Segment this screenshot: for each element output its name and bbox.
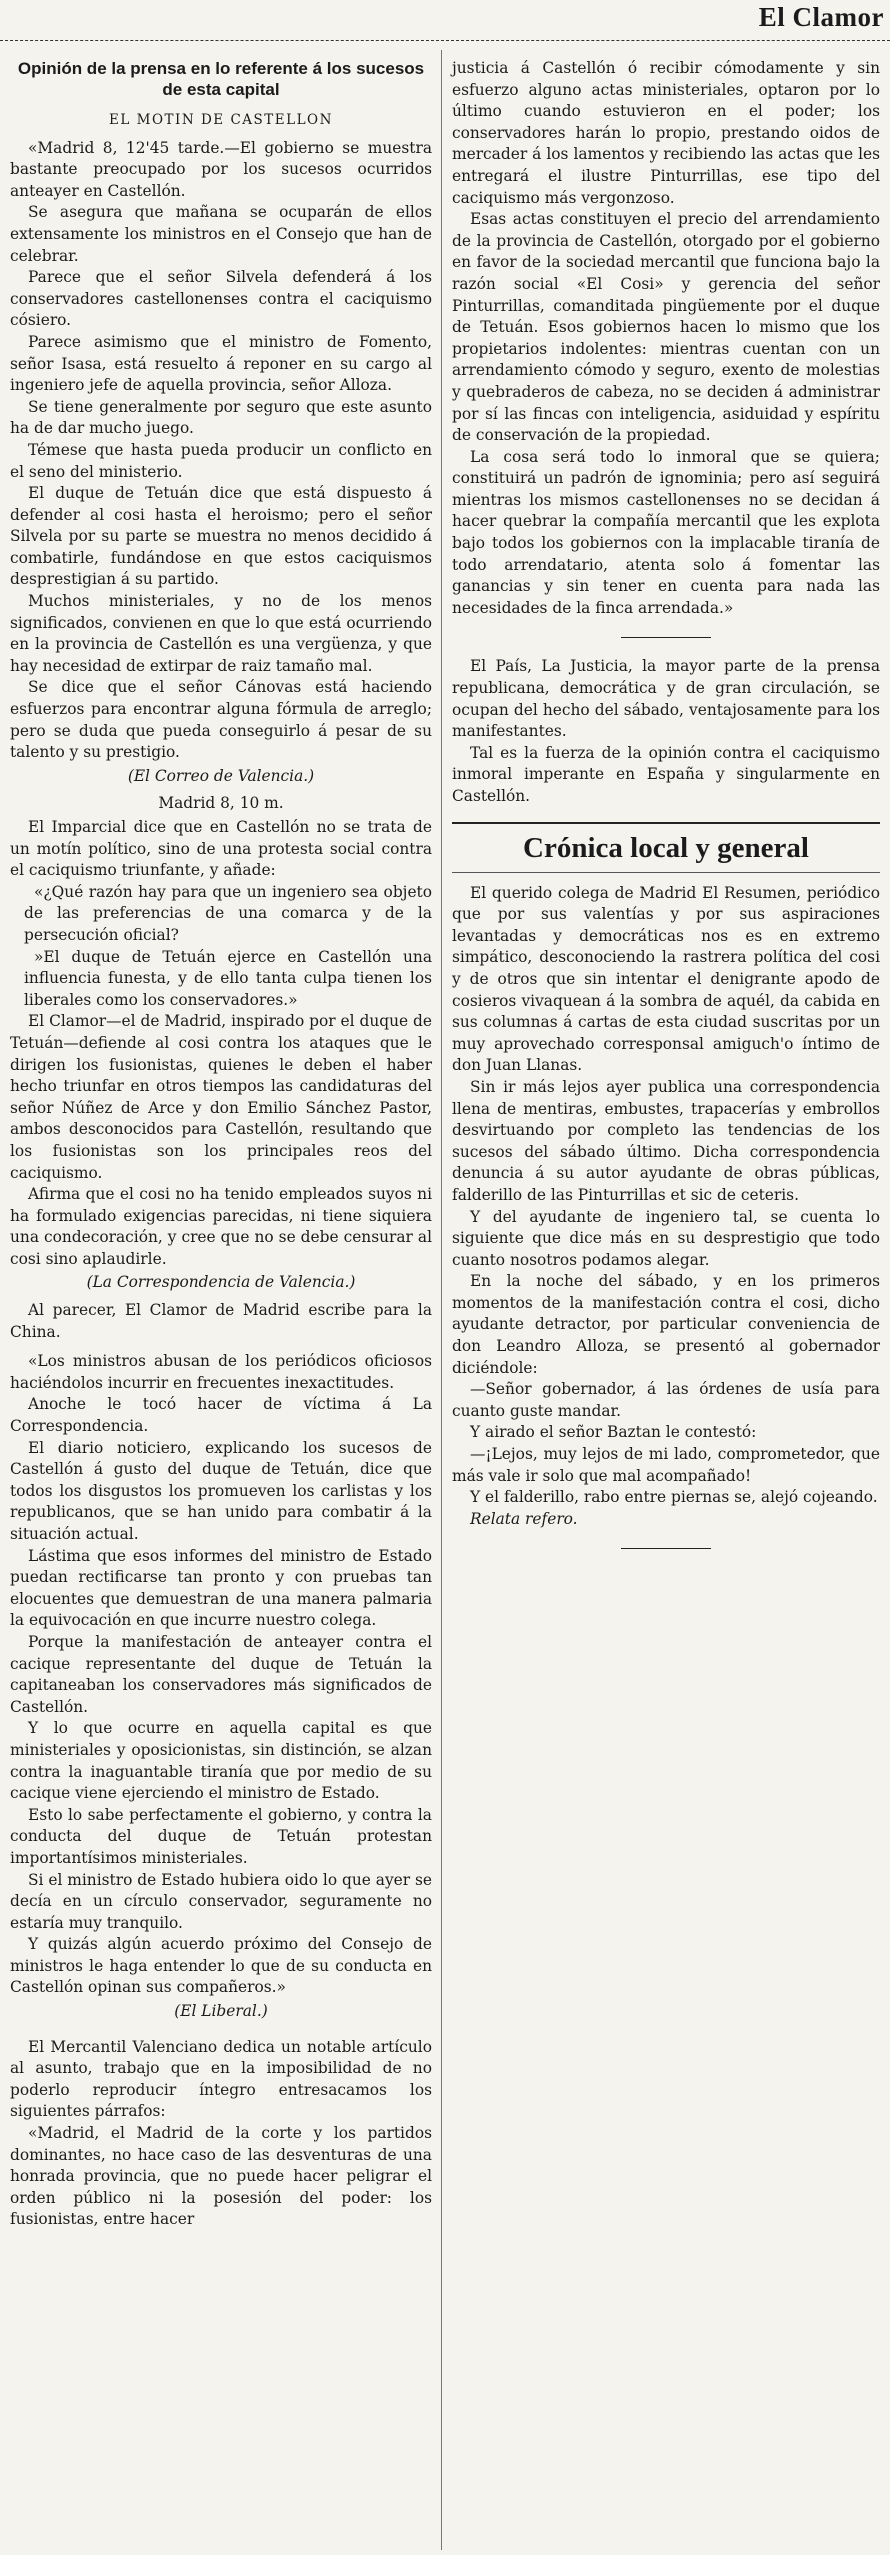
source-credit: (El Correo de Valencia.): [127, 766, 315, 785]
section-rule: [452, 822, 880, 824]
paragraph: «¿Qué razón hay para que un ingeniero sea objeto de las preferencias de una comarca y de la persecución oficial?: [24, 882, 432, 944]
paragraph: Porque la manifestación de anteayer contra el cacique representante del duque de Tetuán la capitaneaban los conservadores más significados de Castellón.: [10, 1632, 432, 1716]
paragraph: »El duque de Tetuán ejerce en Castellón una influencia funesta, y de ello tanta culpa tienen los liberales como los conservadores.»: [24, 947, 432, 1009]
section-rule: [452, 872, 880, 873]
source-credit: (La Correspondencia de Valencia.): [86, 1273, 356, 1292]
paragraph: Lástima que esos informes del ministro de Estado puedan rectificarse tan pronto y con pruebas tan elocuentes que demuestran de una manera palmaria la equivocación en que incurre nuestro colega.: [10, 1546, 432, 1630]
cronica-section: [452, 883, 880, 1531]
article-headline: Opinión de la prensa en lo referente á los sucesos de esta capital: [17, 59, 425, 99]
separator-rule: [621, 637, 711, 638]
paragraph: «Los ministros abusan de los periódicos oficiosos haciéndolos incurrir en frecuentes inexactitudes.: [10, 1352, 432, 1392]
newspaper-title: El Clamor: [758, 2, 884, 32]
paragraph: Anoche le tocó hacer de víctima á La Correspondencia.: [10, 1395, 432, 1436]
article-subheadline: EL MOTIN DE CASTELLON: [109, 112, 333, 128]
article-4-continued: [452, 58, 880, 619]
paragraph: Parece que el señor Silvela defenderá á los conservadores castellonenses contra el caciquismo cósiero.: [10, 268, 432, 330]
paragraph: Se asegura que mañana se ocuparán de ellos extensamente los ministros en el Consejo que han de celebrar.: [10, 203, 432, 265]
paragraph: Témese que hasta pueda producir un conflicto en el seno del ministerio.: [10, 440, 432, 481]
separator-rule: [621, 1548, 711, 1549]
paragraph: El País, La Justicia, la mayor parte de la prensa republicana, democrática y de gran circulación, se ocupan del hecho del sábado, ventajosamente para los manifestantes.: [452, 657, 880, 741]
paragraph: Al parecer, El Clamor de Madrid escribe para la China.: [10, 1301, 432, 1341]
paragraph: El querido colega de Madrid El Resumen, periódico que por sus valentías y por sus aspiraciones levantadas y democráticas nos es en extremo simpático, desconociendo la rastrera política del cosi y de otros que sin intentar el denigrante apodo de cosieros vivaquean á la sombra de aquél, da cabida en sus columnas á cartas de esta ciudad suscritas por un muy aprovechado corresponsal amiguch'o íntimo de don Juan Llanas.: [452, 883, 880, 1075]
article-3: [10, 1351, 432, 2022]
quotation: [10, 882, 432, 1012]
paragraph: El Imparcial dice que en Castellón no se trata de un motín político, sino de una protesta social contra el caciquismo triunfante, y añade:: [10, 818, 432, 880]
paragraph: «Madrid 8, 12'45 tarde.—El gobierno se muestra bastante preocupado por los sucesos ocurridos anteayer en Castellón.: [10, 138, 432, 200]
article-4: [10, 2037, 432, 2231]
paragraph: Y lo que ocurre en aquella capital es que ministeriales y oposicionistas, sin distinción, se alzan contra la inaguantable tiranía que por medio de su cacique viene ejerciendo el ministro de Estado.: [10, 1719, 432, 1803]
paragraph: Esas actas constituyen el precio del arrendamiento de la provincia de Castellón, otorgado por el gobierno en favor de la sociedad mercantil que funciona bajo la razón social «El Cosi» y gerencia del señor Pinturrillas, comanditada pingüemente por el duque de Tetuán. Esos gobiernos hacen lo mismo que los propietarios indolentes: mientras cuentan con un arrendamiento cómodo y seguro, exento de molestias y quebraderos de cabeza, no se deciden á administrar por sí las fincas con inteligencia, asiduidad y espíritu de conservación de la propiedad.: [452, 210, 880, 445]
dateline: Madrid 8, 10 m.: [158, 794, 284, 813]
paragraph: Y airado el señor Baztan le contestó:: [470, 1423, 757, 1442]
right-column: [452, 58, 880, 1567]
masthead: [0, 0, 890, 46]
paragraph: En la noche del sábado, y en los primeros momentos de la manifestación contra el cosi, dicho ayudante detractor, por particular conveniencia de don Leandro Alloza, se presentó al gobernador diciéndole:: [452, 1272, 880, 1377]
source-credit: (El Liberal.): [174, 2002, 268, 2021]
paragraph: —¡Lejos, muy lejos de mi lado, comprometedor, que más vale ir solo que mal acompañado!: [452, 1445, 880, 1485]
section-title: Crónica local y general: [523, 831, 809, 864]
closing-line: Relata refero.: [470, 1509, 578, 1528]
press-note: [452, 656, 880, 807]
masthead-rule: [0, 40, 890, 43]
paragraph: «Madrid, el Madrid de la corte y los partidos dominantes, no hace caso de las desventuras de una honrada provincia, que no puede hacer peligrar el orden público ni la posesión del poder: los fusionistas, entre hacer: [10, 2124, 432, 2229]
paragraph: Esto lo sabe perfectamente el gobierno, y contra la conducta del duque de Tetuán protestan importantísimos ministeriales.: [10, 1805, 432, 1867]
paragraph: La cosa será todo lo inmoral que se quiera; constituirá un padrón de ignominia; pero así seguirá mientras los mismos castellonenses no se decidan á hacer quebrar la compañía mercantil que les explota bajo todos los gobiernos con la implacable tiranía de todo arrendatario, atenta solo á fomentar las ganancias y sin tener en cuenta para nada las necesidades de la finca arrendada.»: [452, 447, 880, 617]
paragraph: Y del ayudante de ingeniero tal, se cuenta lo siguiente que dice más en su desprestigio que todo cuanto nosotros podamos alegar.: [452, 1207, 880, 1269]
paragraph: El diario noticiero, explicando los sucesos de Castellón á gusto del duque de Tetuán, dice que todos los disgustos los promueven los carlistas y los republicanos, que se han unido para combatir á la situación actual.: [10, 1438, 432, 1543]
paragraph: Parece asimismo que el ministro de Fomento, señor Isasa, está resuelto á reponer en su cargo al ingeniero jefe de aquella provincia, señor Alloza.: [10, 332, 432, 395]
paragraph: Y el falderillo, rabo entre piernas se, alejó cojeando.: [470, 1488, 878, 1507]
paragraph: justicia á Castellón ó recibir cómodamente y sin esfuerzo alguno actas ministeriales, optaron por lo último cuando estuvieron en el poder; los conservadores harán lo propio, prestando oidos de mercader á los lamentos y recibiendo las actas que les entregará el ilustre Pinturrillas, ese tipo del caciquismo más vergonzoso.: [452, 59, 880, 207]
left-column: [10, 58, 432, 2231]
paragraph: Y quizás algún acuerdo próximo del Consejo de ministros le haga entender lo que de su conducta en Castellón opinan sus compañeros.»: [10, 1935, 432, 1997]
column-divider: [441, 50, 442, 2550]
paragraph: —Señor gobernador, á las órdenes de usía para cuanto guste mandar.: [452, 1380, 880, 1420]
article-2: [10, 793, 432, 1343]
paragraph: Se tiene generalmente por seguro que este asunto ha de dar mucho juego.: [10, 397, 432, 438]
paragraph: Se dice que el señor Cánovas está haciendo esfuerzos para encontrar alguna fórmula de arreglo; pero se duda que pueda conseguirlo á pesar de su talento y su prestigio.: [10, 678, 432, 762]
paragraph: El duque de Tetuán dice que está dispuesto á defender al cosi hasta el heroismo; pero el señor Silvela por su parte se muestra no menos decidido á combatirle, fundándose en que estos caciquismos desprestigian á su partido.: [10, 484, 432, 589]
paragraph: Muchos ministeriales, y no de los menos significados, convienen en que lo que está ocurriendo en la provincia de Castellón es una vergüenza, y que hay necesidad de extirpar de raiz tamaño mal.: [10, 592, 432, 675]
paragraph: Afirma que el cosi no ha tenido empleados suyos ni ha formulado exigencias parecidas, ni tiene siquiera una condecoración, y cree que no se debe censurar al cosi sino aplaudirle.: [10, 1185, 432, 1268]
paragraph: El Clamor—el de Madrid, inspirado por el duque de Tetuán—defiende al cosi contra los ataques que le dirigen los fusionistas, quienes le deben el haber hecho triunfar en otros tiempos las candidaturas del señor Núñez de Arce y don Emilio Sánchez Pastor, ambos desconocidos para Castellón, resultando que los fusionistas son los principales reos del caciquismo.: [10, 1012, 432, 1182]
paragraph: Sin ir más lejos ayer publica una correspondencia llena de mentiras, embustes, trapacerías y embrollos desvirtuando por completo las tendencias de los sucesos del sábado último. Dicha correspondencia denuncia á su autor ayudante de obras públicas, falderillo de las Pinturrillas et sic de ceteris.: [452, 1077, 880, 1204]
article-1: [10, 138, 432, 788]
paragraph: El Mercantil Valenciano dedica un notable artículo al asunto, trabajo que en la imposibilidad de no poderlo reproducir íntegro entresacamos los siguientes párrafos:: [10, 2037, 432, 2121]
paragraph: Tal es la fuerza de la opinión contra el caciquismo inmoral imperante en España y singularmente en Castellón.: [452, 743, 880, 805]
paragraph: Si el ministro de Estado hubiera oido lo que ayer se decía en un círculo conservador, seguramente no estaría muy tranquilo.: [10, 1870, 432, 1932]
